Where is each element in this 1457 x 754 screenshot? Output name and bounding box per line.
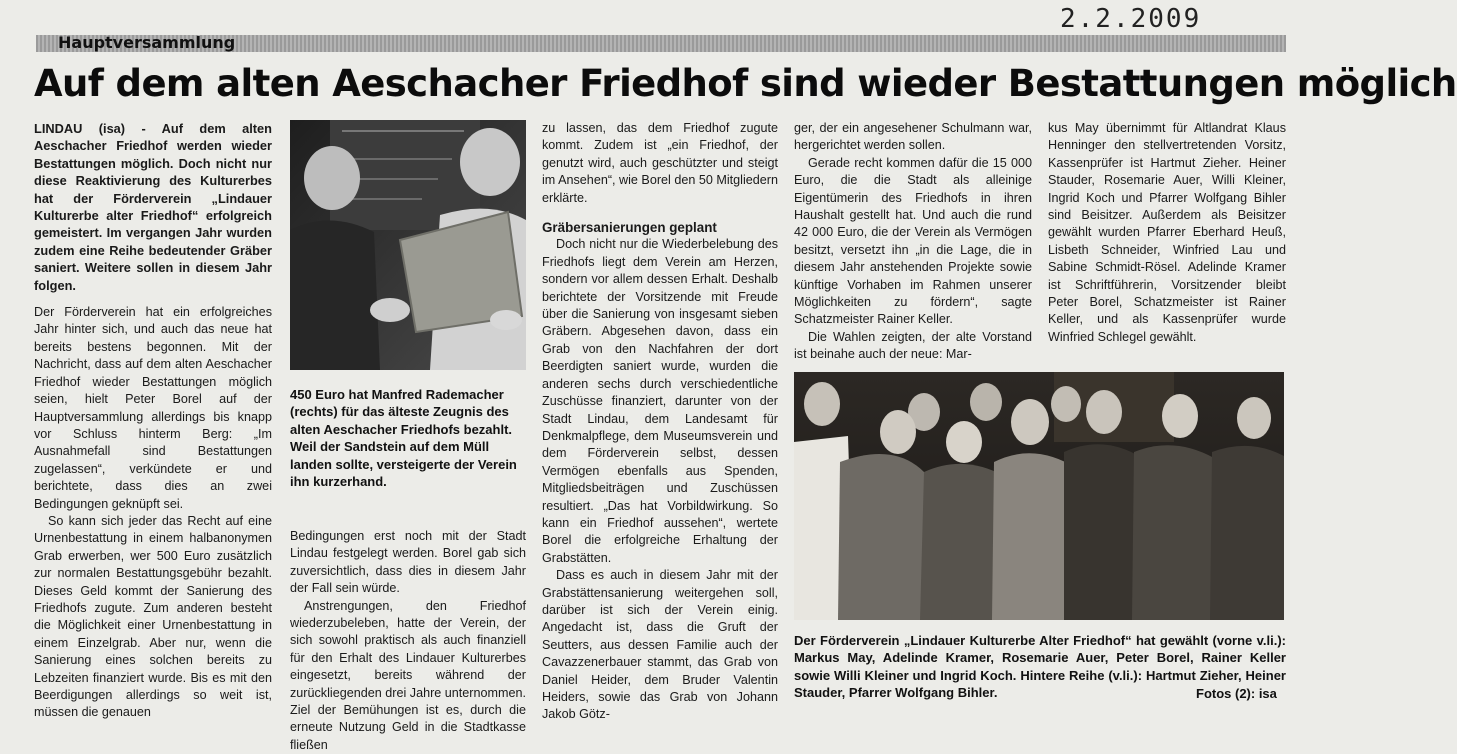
article-lead: LINDAU (isa) - Auf dem alten Aeschacher Friedhof werden wieder Bestattungen möglich. Doch nicht nur diese Reaktivierung des Kulturerbes hat der Förderverein „Lindauer Kulturerbe alter Friedhof“ erfolgreich gemeistert. Im vergangen Jahr wurden zudem eine Reihe bedeutender Gräber saniert. Weitere sollen in diesem Jahr folgen. bbox=[34, 121, 272, 293]
paragraph: Anstrengungen, den Friedhof wiederzubeleben, hatte der Verein, der sich sowohl praktisch als auch finanziell für den Erhalt des Lindauer Kulturerbes eingesetzt, bereits während der zurückliegenden drei Jahre unternommen. Ziel der Bemühungen ist es, durch die erneute Nutzung Geld in die Stadtkasse fließen bbox=[290, 598, 526, 752]
photo-caption-1: 450 Euro hat Manfred Rademacher (rechts) für das älteste Zeugnis des alten Aeschacher Friedhofs bezahlt. Weil der Sandstein auf dem Müll landen sollte, versteigerte der Verein ihn kurzerhand. bbox=[290, 387, 517, 490]
handwritten-date: 2.2.2009 bbox=[1060, 4, 1202, 34]
article-column-5 bbox=[1048, 120, 1286, 346]
photo-credit: Fotos (2): isa bbox=[1196, 686, 1277, 701]
article-column-2 bbox=[290, 528, 526, 754]
paragraph: ger, der ein angesehener Schulmann war, hergerichtet werden sollen. bbox=[794, 121, 1032, 153]
paragraph: Die Wahlen zeigten, der alte Vorstand ist beinahe auch der neue: Mar- bbox=[794, 329, 1032, 362]
subheading: Gräbersanierungen geplant bbox=[542, 220, 717, 236]
kicker: Hauptversammlung bbox=[58, 33, 236, 52]
photo-sandstone-handover bbox=[290, 120, 526, 370]
photo-sandstone-image bbox=[290, 120, 526, 370]
paragraph: kus May übernimmt für Altlandrat Klaus Henninger den stellvertretenden Vorsitz, Kassenprüfer ist Hartmut Zieher. Heiner Stauder, Rosemarie Auer, Willi Kleiner, Ingrid Koch und Pfarrer Wolfgang Bihler sind Beisitzer. Außerdem als Beisitzer gewählt wurden Pfarrer Eberhard Heuß, Lisbeth Schneider, Winfried Lau und Sabine Schmidt-Rösel. Adelinde Kramer ist Schriftführerin, Vorsitzender bleibt Peter Borel, Schatzmeister ist Rainer Keller, und als Kassenprüfer wurde Winfried Schlegel gewählt. bbox=[1048, 121, 1286, 344]
paragraph: Der Förderverein hat ein erfolgreiches Jahr hinter sich, und auch das neue hat bereits bestens begonnen. Mit der Nachricht, dass auf dem alten Aeschacher Friedhof wieder Bestattungen möglich seien, hielt Peter Borel auf der Hauptversammlung allerdings bis knapp vor Schluss hinterm Berg: „Im Ausnahmefall sind Bestattungen zugelassen“, verkündete er und berichtete, dass dies an zwei Bedingungen geknüpft sei. bbox=[34, 305, 272, 511]
article-column-1 bbox=[34, 120, 272, 722]
paragraph: Gerade recht kommen dafür die 15 000 Euro, die die Stadt als alleinige Eigentümerin des Friedhofs in ihren Haushalt gestellt hat. Und auch die rund 42 000 Euro, die der Verein als Vermögen besitzt, versetzt ihn „in die Lage, die in diesem Jahr anstehenden Projekte sowie künftige Vorhaben im Rahmen unserer Möglichkeiten zu fördern“, sagte Schatzmeister Rainer Keller. bbox=[794, 155, 1032, 327]
photo-group-image bbox=[794, 372, 1284, 620]
paragraph: zu lassen, das dem Friedhof zugute kommt. Zudem ist „ein Friedhof, der genutzt wird, auch geschützter und steigt im Ansehen“, wie Borel den 50 Mitgliedern erklärte. bbox=[542, 121, 778, 205]
headline: Auf dem alten Aeschacher Friedhof sind wieder Bestattungen möglich bbox=[34, 62, 1457, 105]
article-column-4 bbox=[794, 120, 1032, 364]
article-column-3 bbox=[542, 120, 778, 724]
photo-group-board bbox=[794, 372, 1284, 620]
paragraph: So kann sich jeder das Recht auf eine Urnenbestattung in einem halbanonymen Grab erwerben, wer 500 Euro zusätzlich zur normalen Bestattungsgebühr bezahlt. Dieses Geld kommt der Sanierung des Friedhofs zugute. Zum anderen besteht die Möglichkeit einer Urnenbestattung in einem Einzelgrab. Aber nur, wenn die Sanierung eines solchen bereits zu Lebzeiten finanziert wurde. Bis es mit den Beerdigungen allerdings so weit ist, müssen die genauen bbox=[34, 513, 272, 720]
paragraph: Bedingungen erst noch mit der Stadt Lindau festgelegt werden. Borel gab sich zuversichtlich, dass dies in diesem Jahr der Fall sein würde. bbox=[290, 529, 526, 596]
photo-caption-2: Der Förderverein „Lindauer Kulturerbe Alter Friedhof“ hat gewählt (vorne v.li.): Markus May, Adelinde Kramer, Rosemarie Auer, Peter Borel, Rainer Keller sowie Willi Kleiner und Ingrid Koch. Hintere Reihe (v.li.): Hartmut Zieher, Heiner Stauder, Pfarrer Wolfgang Bihler. bbox=[794, 633, 1286, 701]
paragraph: Doch nicht nur die Wiederbelebung des Friedhofs liegt dem Verein am Herzen, sondern vor allem dessen Erhalt. Deshalb berichtete der Vorsitzende mit Freude über die Sanierung von insgesamt sieben Gräbern. Abgesehen davon, dass ein Grab von den Nachfahren der dort Beerdigten saniert wurde, wurden die anderen sechs durch verschiedentliche Zuschüsse finanziert, darunter von der Stadt Lindau, dem Landesamt für Denkmalpflege, dem Museumsverein und dem Förderverein selbst, dessen Vermögen ebenfalls aus Spenden, Mitgliedsbeiträgen und Zuschüssen resultiert. „Das hat Vorbildwirkung. So kann ein Friedhof aussehen“, wertete Borel die erfolgreiche Erhaltung der Grabstätten. bbox=[542, 237, 778, 565]
paragraph: Dass es auch in diesem Jahr mit der Grabstättensanierung weitergehen soll, darüber ist sich der Verein einig. Angedacht ist, dass die Gruft der Seutters, aus dessen Familie auch der Cavazzenerbauer stammt, das Grab von Daniel Heider, dem Bruder Valentin Heiders, sowie das Grab von Johann Jakob Götz- bbox=[542, 568, 778, 722]
